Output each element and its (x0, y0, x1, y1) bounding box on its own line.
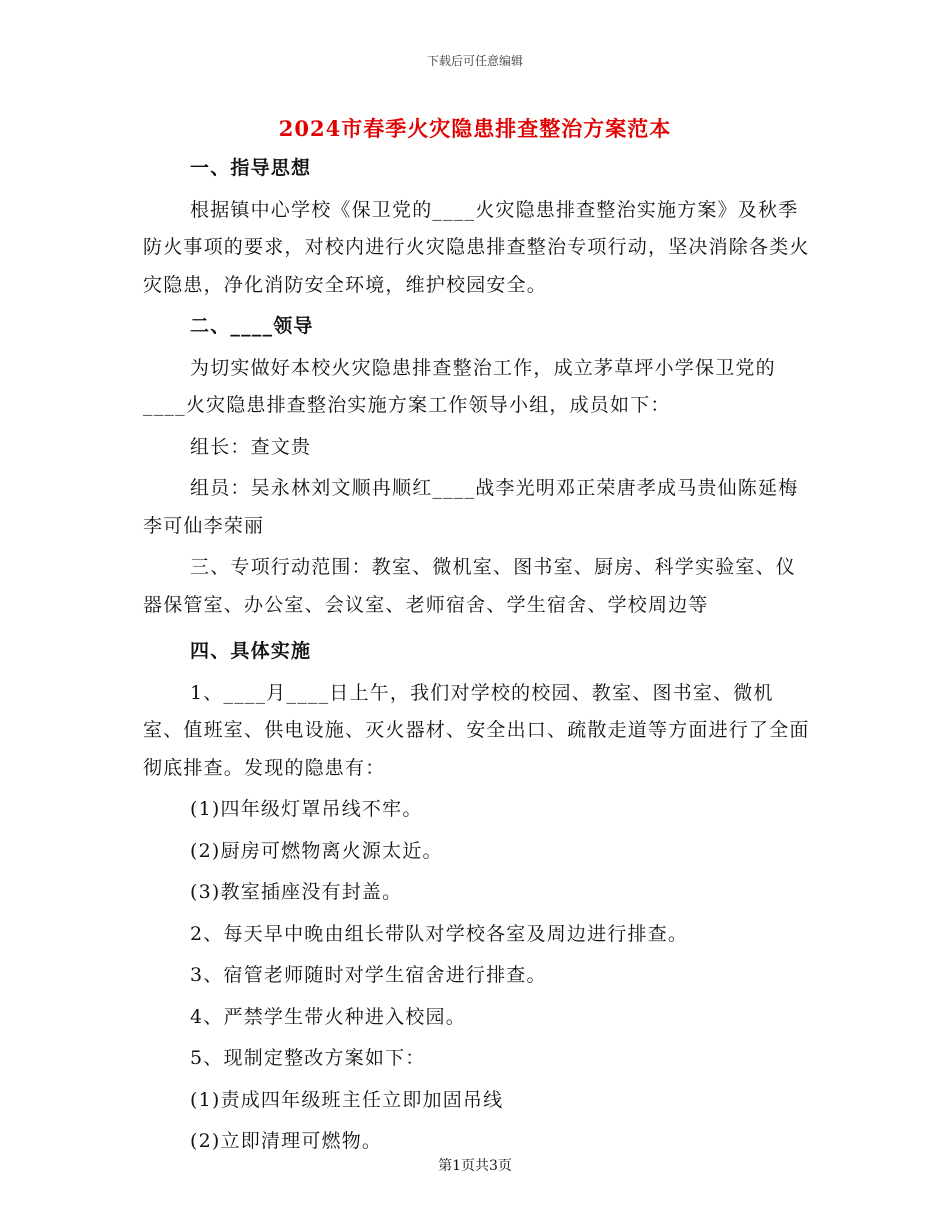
page-number: 第1页共3页 (438, 1158, 512, 1174)
section-4-item-3: 3、宿管老师随时对学生宿舍进行排查。 (190, 964, 547, 986)
hazard-item: (1)四年级灯罩吊线不牢。 (190, 798, 423, 820)
document-body (143, 150, 813, 1165)
fix-item: (1)责成四年级班主任立即加固吊线 (190, 1088, 504, 1111)
section-2-members: 组员：吴永林刘文顺冉顺红____战李光明邓正荣唐孝成马贵仙陈延梅李可仙李荣丽 (143, 477, 799, 537)
section-2-heading: 二、____领导 (190, 315, 314, 337)
page-header-note: 下载后可任意编辑 (426, 54, 523, 68)
section-3-paragraph: 三、专项行动范围：教室、微机室、图书室、厨房、科学实验室、仪器保管室、办公室、会议室、老师宿舍、学生宿舍、学校周边等 (143, 556, 797, 616)
hazard-item: (2)厨房可燃物离火源太近。 (190, 839, 443, 862)
document-title: 2024市春季火灾隐患排查整治方案范本 (278, 116, 672, 141)
section-1-heading: 一、指导思想 (190, 157, 312, 179)
section-1-paragraph: 根据镇中心学校《保卫党的____火灾隐患排查整治实施方案》及秋季防火事项的要求，对校内进行火灾隐患排查整治专项行动，坚决消除各类火灾隐患，净化消防安全环境，维护校园安全。 (143, 198, 810, 296)
fix-item: (2)立即清理可燃物。 (190, 1130, 383, 1152)
section-4-item-1: 1、____月____日上午，我们对学校的校园、教室、图书室、微机室、值班室、供电设施、灭火器材、安全出口、疏散走道等方面进行了全面彻底排查。发现的隐患有： (143, 681, 810, 779)
hazard-item: (3)教室插座没有封盖。 (190, 881, 403, 903)
section-4-item-2: 2、每天早中晚由组长带队对学校各室及周边进行排查。 (190, 922, 689, 945)
section-4-item-4: 4、严禁学生带火种进入校园。 (190, 1005, 466, 1028)
section-4-item-5: 5、现制定整改方案如下： (190, 1047, 426, 1069)
section-4-heading: 四、具体实施 (190, 640, 312, 662)
section-2-paragraph: 为切实做好本校火灾隐患排查整治工作，成立茅草坪小学保卫党的____火灾隐患排查整治实施方案工作领导小组，成员如下： (143, 356, 776, 416)
section-2-leader: 组长：查文贵 (190, 435, 312, 458)
